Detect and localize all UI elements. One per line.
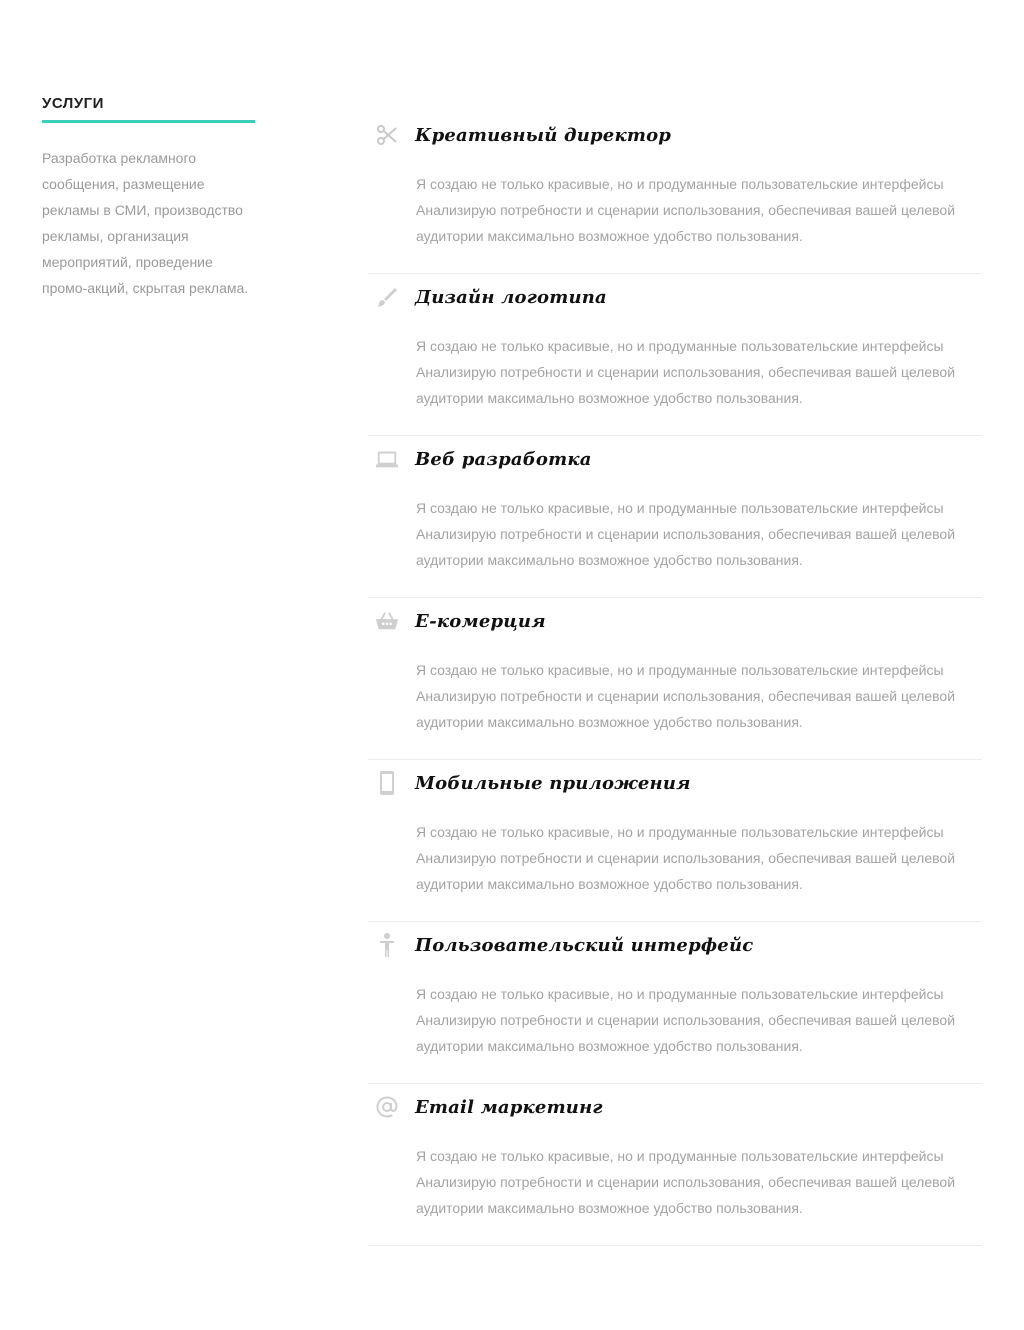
service-description: Я создаю не только красивые, но и продуманные пользовательские интерфейсы Анализирую потребности и сценарии использования, обеспечивая вашей целевой аудитории максимально возможное удобство пользования. (416, 176, 956, 244)
service-header (368, 930, 753, 960)
services-list (368, 112, 982, 1246)
service-item (368, 274, 982, 436)
service-header (368, 1092, 603, 1122)
service-item (368, 760, 982, 922)
service-description: Я создаю не только красивые, но и продуманные пользовательские интерфейсы Анализирую потребности и сценарии использования, обеспечивая вашей целевой аудитории максимально возможное удобство пользования. (416, 500, 956, 568)
scissors-icon (375, 123, 399, 147)
service-item (368, 922, 982, 1084)
sidebar-title: УСЛУГИ (42, 95, 255, 123)
service-header (368, 768, 691, 798)
sidebar-description: Разработка рекламного сообщения, размещение рекламы в СМИ, производство рекламы, организация мероприятий, проведение промо-акций, скрытая реклама. (42, 150, 249, 296)
service-title: Email маркетинг (415, 1096, 603, 1118)
service-item (368, 436, 982, 598)
service-description: Я создаю не только красивые, но и продуманные пользовательские интерфейсы Анализирую потребности и сценарии использования, обеспечивая вашей целевой аудитории максимально возможное удобство пользования. (416, 338, 956, 406)
laptop-icon (375, 447, 399, 471)
person-icon (375, 933, 399, 957)
brush-icon (375, 285, 399, 309)
service-description: Я создаю не только красивые, но и продуманные пользовательские интерфейсы Анализирую потребности и сценарии использования, обеспечивая вашей целевой аудитории максимально возможное удобство пользования. (416, 662, 956, 730)
service-header (368, 444, 592, 474)
sidebar (42, 95, 255, 301)
service-header (368, 606, 546, 636)
service-item (368, 598, 982, 760)
service-title: Креативный директор (415, 124, 672, 146)
basket-icon (375, 609, 399, 633)
service-description: Я создаю не только красивые, но и продуманные пользовательские интерфейсы Анализирую потребности и сценарии использования, обеспечивая вашей целевой аудитории максимально возможное удобство пользования. (416, 986, 956, 1054)
service-title: Дизайн логотипа (415, 286, 607, 308)
service-item (368, 112, 982, 274)
phone-icon (375, 771, 399, 795)
service-title: Мобильные приложения (415, 772, 691, 794)
service-title: Пользовательский интерфейс (415, 934, 754, 956)
service-description: Я создаю не только красивые, но и продуманные пользовательские интерфейсы Анализирую потребности и сценарии использования, обеспечивая вашей целевой аудитории максимально возможное удобство пользования. (416, 1148, 956, 1216)
service-description: Я создаю не только красивые, но и продуманные пользовательские интерфейсы Анализирую потребности и сценарии использования, обеспечивая вашей целевой аудитории максимально возможное удобство пользования. (416, 824, 956, 892)
service-item (368, 1084, 982, 1246)
at-icon (375, 1095, 399, 1119)
service-title: Веб разработка (415, 448, 592, 470)
service-header (368, 120, 671, 150)
service-header (368, 282, 607, 312)
service-title: E-комерция (415, 610, 546, 632)
